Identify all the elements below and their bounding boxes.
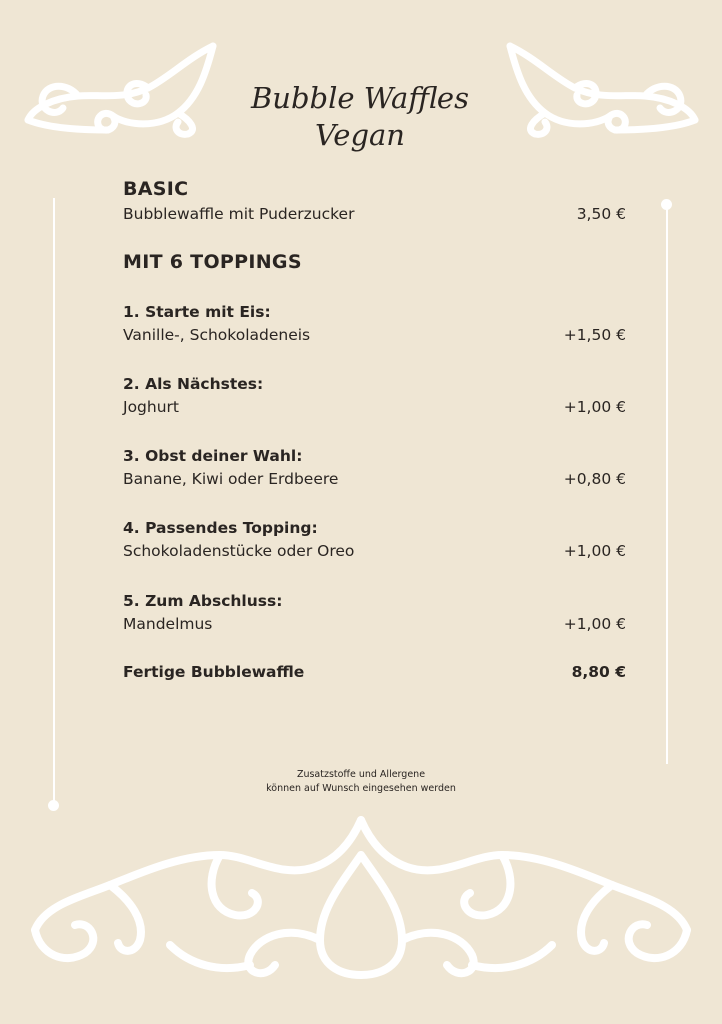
ornament-bottom bbox=[20, 815, 702, 980]
item-price: +1,00 € bbox=[563, 398, 626, 416]
total-price: 8,80 € bbox=[571, 663, 626, 681]
item-price: 3,50 € bbox=[576, 205, 626, 223]
ornament-top-right bbox=[500, 38, 705, 138]
step-title-3: 3. Obst deiner Wahl: bbox=[123, 447, 303, 465]
step-title-4: 4. Passendes Topping: bbox=[123, 519, 318, 537]
item-description: Vanille-, Schokoladeneis bbox=[123, 326, 311, 344]
item-price: +1,00 € bbox=[563, 615, 626, 633]
item-description: Banane, Kiwi oder Erdbeere bbox=[123, 470, 339, 488]
step-title-2: 2. Als Nächstes: bbox=[123, 375, 264, 393]
menu-item-step-3 bbox=[123, 470, 626, 488]
section-heading-basic: BASIC bbox=[123, 178, 189, 200]
menu-title bbox=[200, 80, 520, 154]
step-title-1: 1. Starte mit Eis: bbox=[123, 303, 271, 321]
step-title-5: 5. Zum Abschluss: bbox=[123, 592, 283, 610]
allergen-note bbox=[211, 768, 511, 796]
decorative-dot-left bbox=[48, 800, 59, 811]
menu-title-line1: Bubble Waffles bbox=[251, 81, 469, 115]
allergen-note-line1: Zusatzstoffe und Allergene bbox=[296, 769, 426, 780]
item-price: +0,80 € bbox=[563, 470, 626, 488]
decorative-line-right bbox=[666, 204, 668, 764]
item-description: Bubblewaffle mit Puderzucker bbox=[123, 205, 355, 223]
menu-item-basic bbox=[123, 205, 626, 223]
item-description: Joghurt bbox=[123, 398, 179, 416]
menu-total bbox=[123, 663, 626, 681]
menu-item-step-5 bbox=[123, 615, 626, 633]
section-heading-toppings: MIT 6 TOPPINGS bbox=[123, 251, 302, 273]
total-label: Fertige Bubblewaffle bbox=[123, 663, 305, 681]
menu-title-line2: Vegan bbox=[315, 118, 405, 152]
menu-item-step-1 bbox=[123, 326, 626, 344]
menu-item-step-2 bbox=[123, 398, 626, 416]
item-description: Schokoladenstücke oder Oreo bbox=[123, 542, 355, 560]
decorative-dot-right bbox=[661, 199, 672, 210]
item-price: +1,50 € bbox=[563, 326, 626, 344]
menu-item-step-4 bbox=[123, 542, 626, 560]
item-description: Mandelmus bbox=[123, 615, 213, 633]
ornament-top-left bbox=[18, 38, 223, 138]
decorative-line-left bbox=[53, 198, 55, 804]
allergen-note-line2: können auf Wunsch eingesehen werden bbox=[266, 783, 456, 794]
item-price: +1,00 € bbox=[563, 542, 626, 560]
